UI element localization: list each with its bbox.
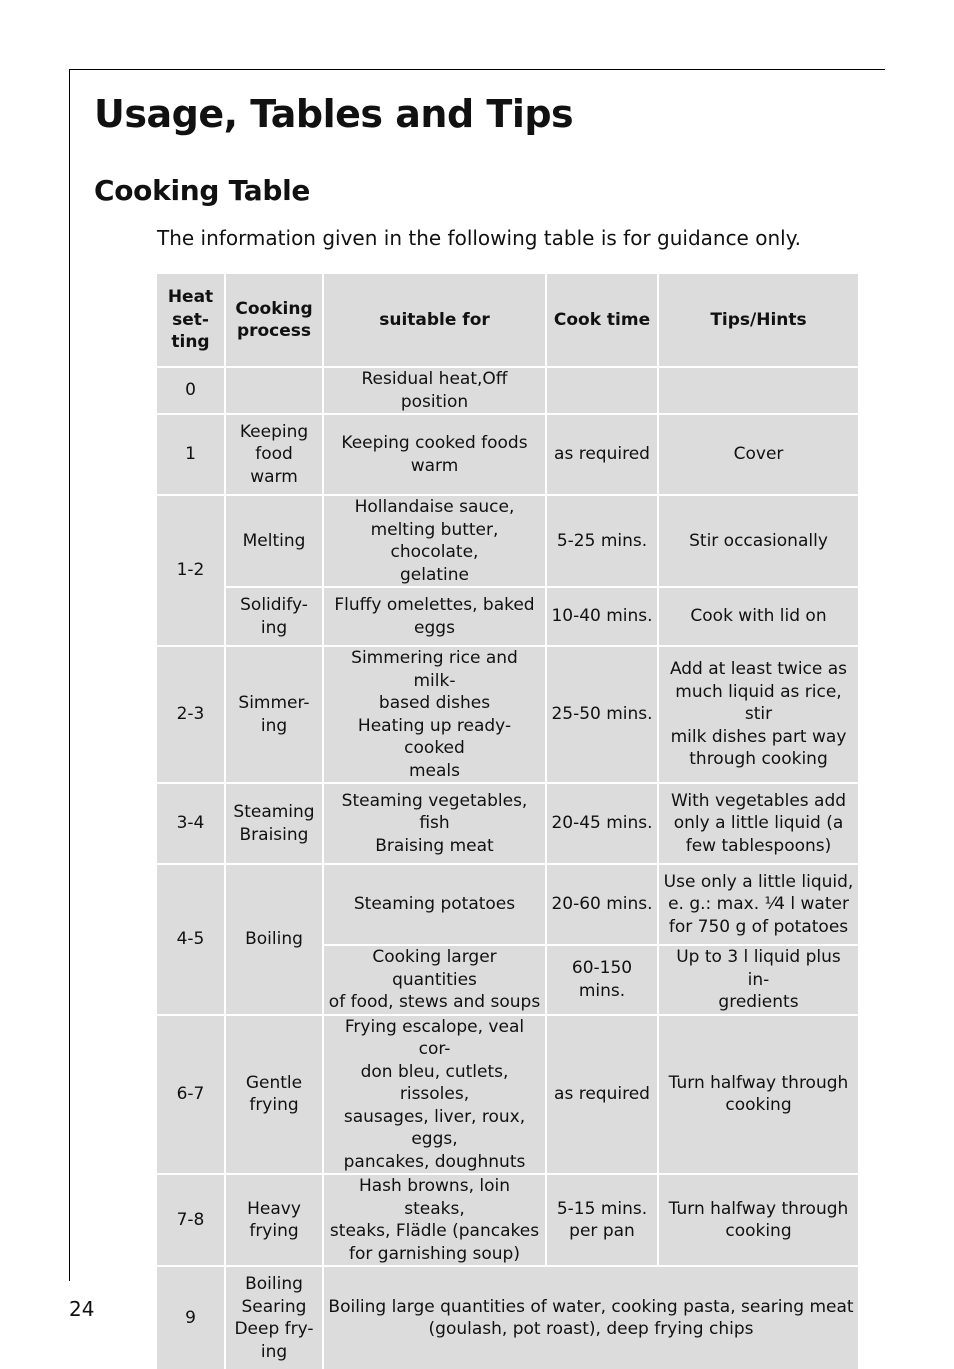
process-cell: Gentle frying: [226, 1016, 324, 1176]
cook-time-cell: 20-45 mins.: [547, 784, 659, 865]
page-number: 24: [69, 1297, 95, 1321]
table-row: [157, 588, 858, 647]
table-row: [157, 415, 858, 496]
process-cell: Steaming Braising: [226, 784, 324, 865]
tips-cell: Up to 3 l liquid plus in- gredients: [659, 946, 858, 1016]
cook-time-cell: 20-60 mins.: [547, 865, 659, 946]
cook-time-cell: 25-50 mins.: [547, 647, 659, 784]
page-title: Usage, Tables and Tips: [94, 92, 574, 136]
table-row: [157, 865, 858, 946]
suitable-cell: Simmering rice and milk- based dishes Heating up ready-cooked meals: [324, 647, 547, 784]
header-cooking-process: Cooking process: [226, 274, 324, 368]
heat-setting-cell: 1-2: [157, 496, 226, 647]
tips-cell: Cover: [659, 415, 858, 496]
suitable-cell: Steaming vegetables, fish Braising meat: [324, 784, 547, 865]
merged-description-cell: Boiling large quantities of water, cooking pasta, searing meat (goulash, pot roast), deep frying chips: [324, 1267, 858, 1369]
header-cook-time: Cook time: [547, 274, 659, 368]
heat-setting-cell: 4-5: [157, 865, 226, 1016]
table-row: [157, 784, 858, 865]
table-row: [157, 1267, 858, 1369]
left-rule: [69, 69, 70, 1281]
header-heat-setting: Heat set- ting: [157, 274, 226, 368]
tips-cell: Use only a little liquid, e. g.: max. ¹⁄4 l water for 750 g of potatoes: [659, 865, 858, 946]
heat-setting-cell: 2-3: [157, 647, 226, 784]
tips-cell: With vegetables add only a little liquid (a few tablespoons): [659, 784, 858, 865]
suitable-cell: Cooking larger quantities of food, stews and soups: [324, 946, 547, 1016]
cook-time-cell: [547, 368, 659, 415]
tips-cell: Stir occasionally: [659, 496, 858, 588]
suitable-cell: Residual heat,Off position: [324, 368, 547, 415]
tips-cell: Cook with lid on: [659, 588, 858, 647]
process-cell: Solidify- ing: [226, 588, 324, 647]
suitable-cell: Steaming potatoes: [324, 865, 547, 946]
cook-time-cell: as required: [547, 415, 659, 496]
tips-cell: Turn halfway through cooking: [659, 1016, 858, 1176]
suitable-cell: Hollandaise sauce, melting butter, chocolate, gelatine: [324, 496, 547, 588]
header-suitable-for: suitable for: [324, 274, 547, 368]
table-row: [157, 1016, 858, 1176]
tips-cell: [659, 368, 858, 415]
process-cell: Melting: [226, 496, 324, 588]
cook-time-cell: 5-15 mins. per pan: [547, 1175, 659, 1267]
table-header-row: [157, 274, 858, 368]
suitable-cell: Hash browns, loin steaks, steaks, Flädle (pancakes for garnishing soup): [324, 1175, 547, 1267]
cook-time-cell: 10-40 mins.: [547, 588, 659, 647]
table-row: [157, 368, 858, 415]
table-row: [157, 1175, 858, 1267]
cook-time-cell: as required: [547, 1016, 659, 1176]
cook-time-cell: 5-25 mins.: [547, 496, 659, 588]
section-title: Cooking Table: [94, 174, 311, 207]
tips-cell: Add at least twice as much liquid as rice, stir milk dishes part way through cooking: [659, 647, 858, 784]
process-cell: Heavy frying: [226, 1175, 324, 1267]
suitable-cell: Frying escalope, veal cor- don bleu, cutlets, rissoles, sausages, liver, roux, eggs, pancakes, doughnuts: [324, 1016, 547, 1176]
heat-setting-cell: 3-4: [157, 784, 226, 865]
process-cell: Keeping food warm: [226, 415, 324, 496]
process-cell: Boiling: [226, 865, 324, 1016]
cook-time-cell: 60-150 mins.: [547, 946, 659, 1016]
cooking-table: [157, 274, 858, 1369]
heat-setting-cell: 7-8: [157, 1175, 226, 1267]
suitable-cell: Fluffy omelettes, baked eggs: [324, 588, 547, 647]
heat-setting-cell: 0: [157, 368, 226, 415]
suitable-cell: Keeping cooked foods warm: [324, 415, 547, 496]
tips-cell: Turn halfway through cooking: [659, 1175, 858, 1267]
top-rule: [69, 69, 885, 70]
header-tips: Tips/Hints: [659, 274, 858, 368]
process-cell: Simmer- ing: [226, 647, 324, 784]
heat-setting-cell: 9: [157, 1267, 226, 1369]
heat-setting-cell: 6-7: [157, 1016, 226, 1176]
table-row: [157, 647, 858, 784]
intro-text: The information given in the following table is for guidance only.: [157, 226, 802, 250]
process-cell: [226, 368, 324, 415]
heat-setting-cell: 1: [157, 415, 226, 496]
table-row: [157, 496, 858, 588]
process-cell: Boiling Searing Deep fry- ing: [226, 1267, 324, 1369]
